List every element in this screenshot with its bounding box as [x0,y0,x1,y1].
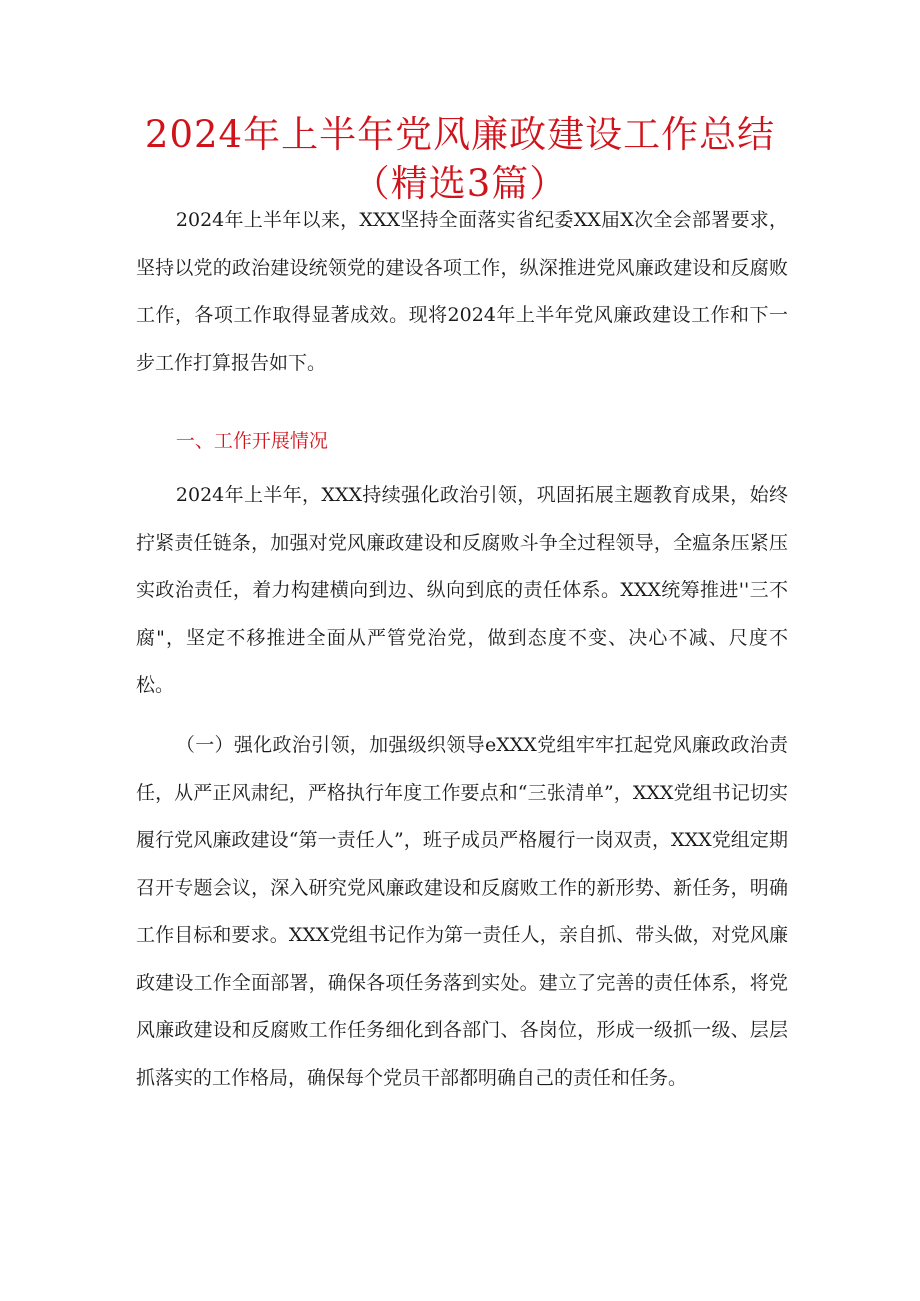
work-overview-paragraph: 2024年上半年，XXX持续强化政治引领，巩固拓展主题教育成果，始终拧紧责任链条，加强对党风廉政建设和反腐败斗争全过程领导，全瘟条压紧压实政治责任，着力构建横向到边、纵向到底的责任体系。XXX统筹推进''三不腐"，坚定不移推进全面从严管党治党，做到态度不变、决心不减、尺度不松。 [136,484,788,696]
document-title: 2024年上半年党风廉政建设工作总结 [144,113,776,156]
political-guidance-paragraph: （一）强化政治引领，加强级织领导eXXX党组牢牢扛起党风廉政政治责任，从严正风肃纪，严格执行年度工作要点和“三张清单”，XXX党组书记切实履行党风廉政建设“第一责任人”，班子成员严格履行一岗双责，XXX党组定期召开专题会议，深入研究党风廉政建设和反腐败工作的新形势、新任务，明确工作目标和要求。XXX党组书记作为第一责任人，亲自抓、带头做，对党风廉政建设工作全面部署，确保各项任务落到实处。建立了完善的责任体系，将党风廉政建设和反腐败工作任务细化到各部门、各岗位，形成一级抓一级、层层抓落实的工作格局，确保每个党员干部都明确自己的责任和任务。 [136,734,788,1089]
document-subtitle: （精选3篇） [352,162,568,205]
intro-paragraph: 2024年上半年以来，XXX坚持全面落实省纪委XX届X次全会部署要求，坚持以党的政治建设统领党的建设各项工作，纵深推进党风廉政建设和反腐败工作，各项工作取得显著成效。现将2024年上半年党风廉政建设工作和下一步工作打算报告如下。 [136,209,788,374]
section-heading: 一、工作开展情况 [175,430,328,452]
